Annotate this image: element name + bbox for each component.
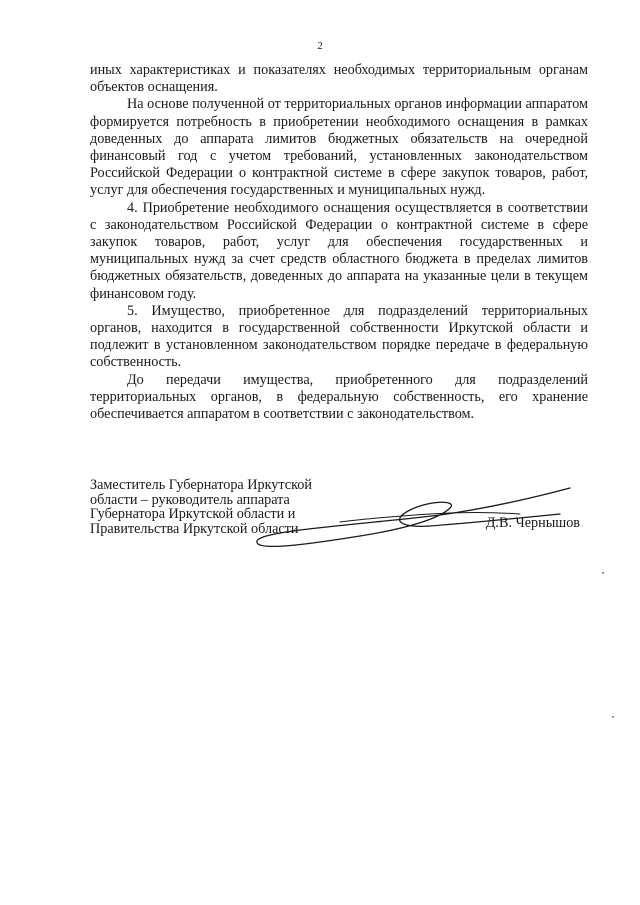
document-body [90, 62, 588, 423]
signature-block [90, 478, 588, 558]
signatory-title-line: области – руководитель аппарата [90, 491, 290, 508]
signatory-title-line: Заместитель Губернатора Иркутской [90, 477, 312, 493]
page-number: 2 [317, 40, 323, 52]
signatory-title-line: Губернатора Иркутской области и [90, 506, 296, 523]
paragraph-item-4: 4. Приобретение необходимого оснащения осуществляется в соответствии с законодательством Российской Федерации о контрактной системе в сфере закупок товаров, работ, услуг для обеспечения государственных и муниципальных нужд за счет средств областного бюджета в пределах лимитов бюджетных обязательств, доведенных до аппарата на указанные цели в текущем финансовом году. [90, 199, 588, 302]
paragraph-storage: До передачи имущества, приобретенного для подразделений территориальных органов, в федеральную собственность, его хранение обеспечивается аппаратом в соответствии с законодательством. [90, 371, 588, 423]
paragraph-item-5: 5. Имущество, приобретенное для подразделений территориальных органов, находится в государственной собственности Иркутской области и подлежит в установленном законодательством порядке передаче в федеральную собственность. [90, 302, 588, 371]
paragraph-continuation: иных характеристиках и показателях необходимых территориальным органам объектов оснащения. [90, 62, 588, 96]
paragraph-needs-formation: На основе полученной от территориальных органов информации аппаратом формируется потребность в приобретении необходимого оснащения в рамках доведенных до аппарата лимитов бюджетных обязательств на очередной финансовый год с учетом требований, установленных законодательством Российской Федерации о контрактной системе в сфере закупок товаров, работ, услуг для обеспечения государственных и муниципальных нужд. [90, 96, 588, 199]
signatory-name: Д.В. Чернышов [485, 515, 580, 531]
scan-speck [612, 716, 614, 718]
scan-speck [602, 572, 604, 574]
signatory-title [90, 478, 312, 536]
signatory-title-line: Правительства Иркутской области [90, 520, 299, 537]
